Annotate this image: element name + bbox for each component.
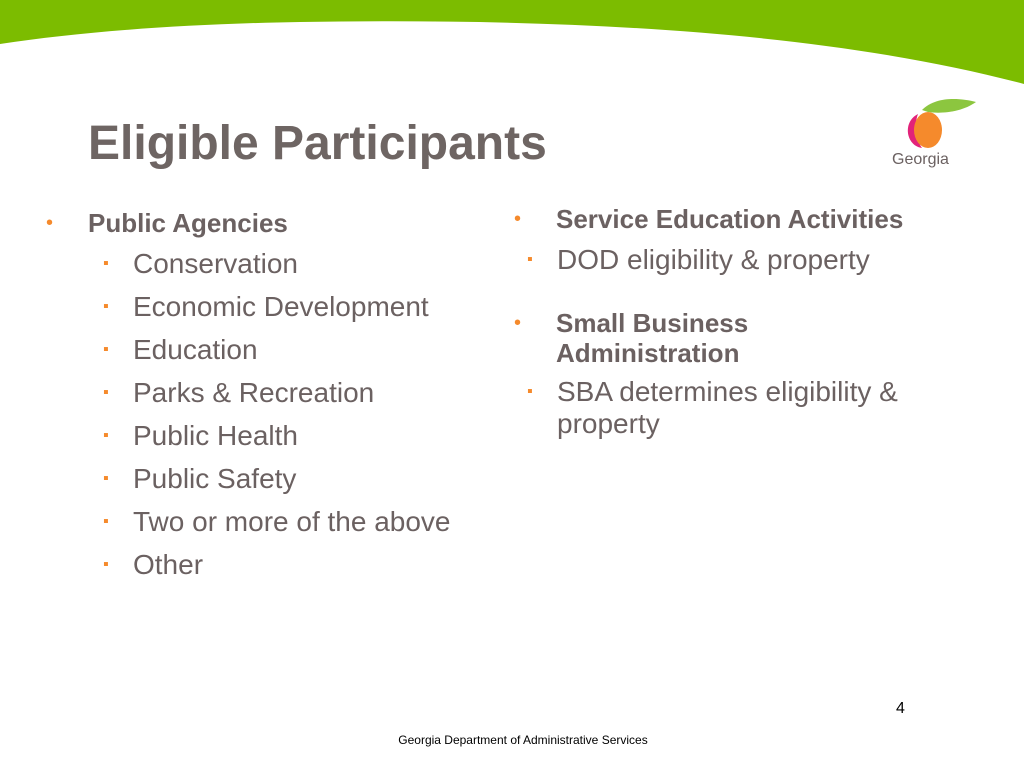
square-bullet-icon: ▪ bbox=[103, 513, 109, 530]
bullet-heading: Service Education Activities bbox=[556, 204, 904, 234]
square-bullet-icon: ▪ bbox=[103, 470, 109, 487]
sub-bullet bbox=[46, 506, 486, 538]
sub-bullet-text: Economic Development bbox=[133, 291, 429, 322]
square-bullet-icon: ▪ bbox=[527, 383, 533, 400]
sub-bullet-text: SBA determines eligibility & property bbox=[557, 376, 898, 439]
sub-bullet bbox=[470, 244, 954, 276]
sub-bullet-text: DOD eligibility & property bbox=[557, 244, 870, 275]
right-column bbox=[514, 204, 954, 440]
left-column bbox=[46, 208, 486, 581]
footer-text: Georgia Department of Administrative Services bbox=[398, 733, 648, 747]
bullet-heading: Public Agencies bbox=[88, 208, 288, 238]
sub-bullet-text: Education bbox=[133, 334, 258, 365]
sub-bullet bbox=[46, 549, 486, 581]
sub-bullet-text: Other bbox=[133, 549, 204, 580]
green-header-banner bbox=[0, 0, 1024, 100]
bullet-icon: • bbox=[46, 212, 54, 234]
slide-title: Eligible Participants bbox=[88, 117, 547, 170]
bullet-heading: Small Business Administration bbox=[556, 308, 749, 368]
page-number: 4 bbox=[896, 700, 905, 717]
bullet-small-business bbox=[514, 308, 816, 368]
bullet-public-agencies bbox=[46, 208, 486, 238]
sub-bullet-text: Conservation bbox=[133, 248, 298, 279]
sub-bullet-text: Parks & Recreation bbox=[133, 377, 375, 408]
sub-bullet bbox=[46, 334, 486, 366]
footer bbox=[0, 733, 1024, 747]
square-bullet-icon: ▪ bbox=[527, 251, 533, 268]
sub-bullet-text: Two or more of the above bbox=[133, 506, 451, 537]
bullet-icon: • bbox=[514, 208, 522, 230]
square-bullet-icon: ▪ bbox=[103, 384, 109, 401]
sub-bullet bbox=[46, 377, 486, 409]
sub-bullet bbox=[46, 248, 486, 280]
square-bullet-icon: ▪ bbox=[103, 556, 109, 573]
sub-bullet bbox=[470, 376, 947, 440]
sub-bullet bbox=[46, 420, 486, 452]
square-bullet-icon: ▪ bbox=[103, 427, 109, 444]
square-bullet-icon: ▪ bbox=[103, 255, 109, 272]
sub-bullet bbox=[46, 291, 486, 323]
sub-bullet bbox=[46, 463, 486, 495]
svg-text:Georgia: Georgia bbox=[892, 151, 949, 168]
square-bullet-icon: ▪ bbox=[103, 298, 109, 315]
bullet-service-education bbox=[514, 204, 954, 234]
bullet-icon: • bbox=[514, 312, 522, 334]
georgia-logo bbox=[888, 92, 984, 172]
sub-bullet-text: Public Health bbox=[133, 420, 298, 451]
square-bullet-icon: ▪ bbox=[103, 341, 109, 358]
sub-bullet-text: Public Safety bbox=[133, 463, 297, 494]
